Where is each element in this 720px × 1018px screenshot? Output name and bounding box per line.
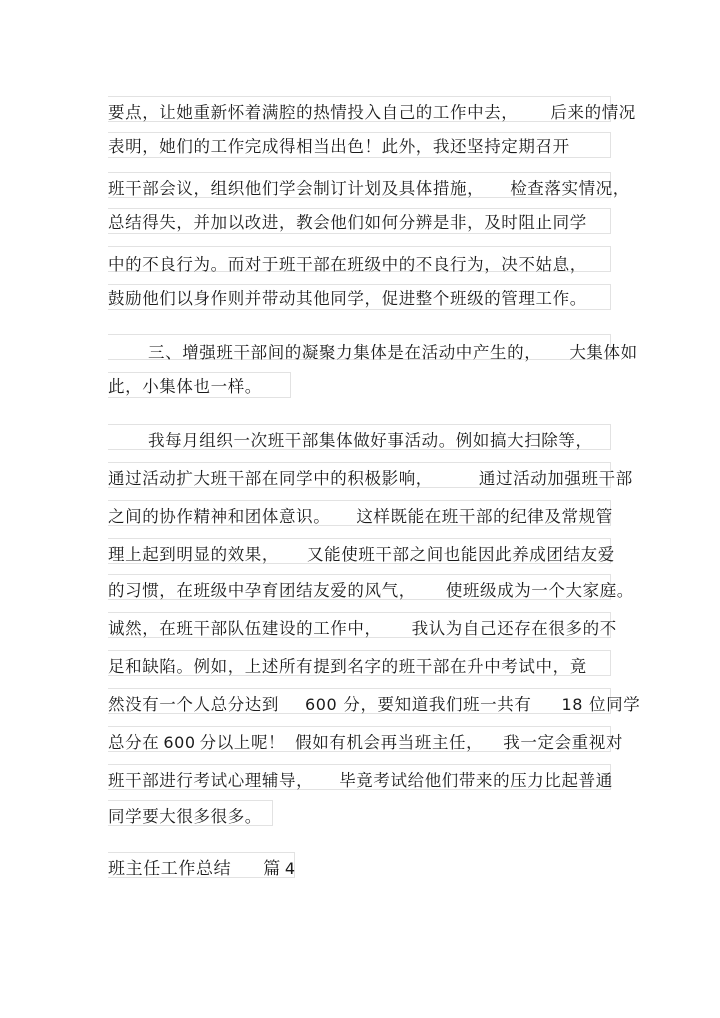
paragraph-line: 然没有一个人总分达到 600 分，要知道我们班一共有 18 位同学 (108, 695, 641, 714)
paragraph-line: 诚然，在班干部队伍建设的工作中， 我认为自己还存在很多的不 (108, 619, 617, 638)
paragraph-line: 此，小集体也一样。 (108, 377, 262, 396)
paragraph-line: 总结得失，并加以改进，教会他们如何分辨是非，及时阻止同学 (108, 213, 587, 232)
section-title: 班主任工作总结 篇 4 (108, 859, 296, 879)
section-heading-line: 三、增强班干部间的凝聚力集体是在活动中产生的， 大集体如 (148, 343, 638, 362)
paragraph-line: 鼓励他们以身作则并带动其他同学，促进整个班级的管理工作。 (108, 289, 587, 308)
paragraph-line: 表明，她们的工作完成得相当出色！此外，我还坚持定期召开 (108, 137, 570, 156)
paragraph-line: 总分在 600 分以上呢！ 假如有机会再当班主任， 我一定会重视对 (108, 733, 623, 752)
paragraph-line: 要点，让她重新怀着满腔的热情投入自己的工作中去， 后来的情况 (108, 103, 636, 122)
paragraph-line: 班干部会议，组织他们学会制订计划及具体措施， 检查落实情况， (108, 179, 630, 198)
paragraph-line: 同学要大很多很多。 (108, 807, 262, 826)
paragraph-line: 理上起到明显的效果， 又能使班干部之间也能因此养成团结友爱 (108, 545, 615, 564)
paragraph-line: 的习惯，在班级中孕育团结友爱的风气， 使班级成为一个大家庭。 (108, 581, 634, 600)
paragraph-line: 通过活动扩大班干部在同学中的积极影响， 通过活动加强班干部 (108, 469, 633, 488)
paragraph-line: 我每月组织一次班干部集体做好事活动。例如搞大扫除等， (148, 431, 593, 450)
paragraph-line: 足和缺陷。例如，上述所有提到名字的班干部在升中考试中，竟 (108, 657, 587, 676)
paragraph-line: 之间的协作精神和团体意识。 这样既能在班干部的纪律及常规管 (108, 507, 613, 526)
paragraph-line: 中的不良行为。而对于班干部在班级中的不良行为，决不姑息， (108, 255, 587, 274)
paragraph-line: 班干部进行考试心理辅导， 毕竟考试给他们带来的压力比起普通 (108, 771, 613, 790)
